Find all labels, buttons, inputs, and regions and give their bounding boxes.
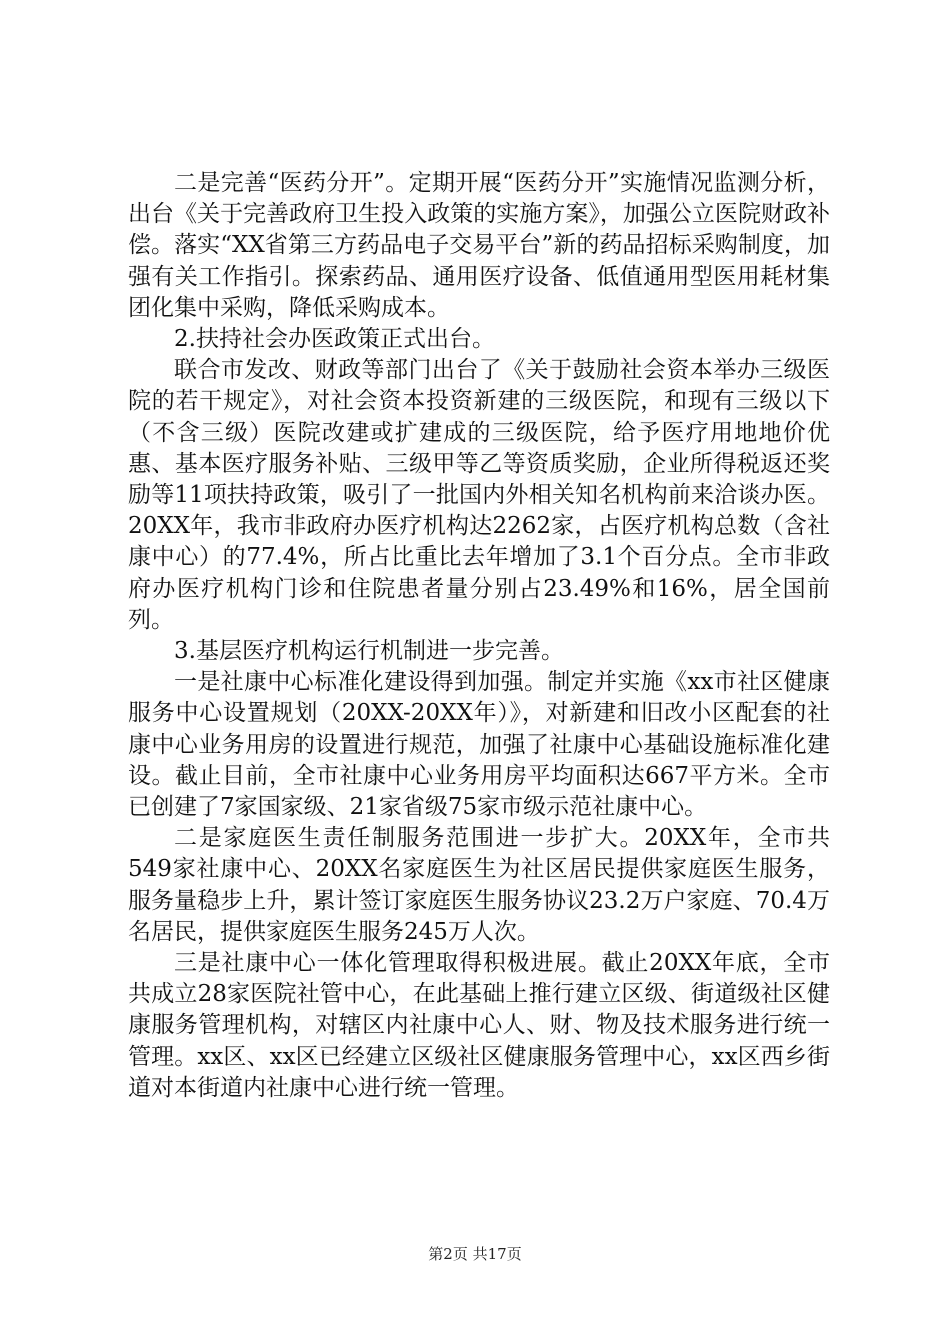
paragraph-medical-separation: 二是完善“医药分开”。定期开展“医药分开”实施情况监测分析，出台《关于完善政府卫生投入政策的实施方案》，加强公立医院财政补偿。落实“XX省第三方药品电子交易平台”新的药品招标采购制度，加强有关工作指引。探索药品、通用医疗设备、低值通用型医用耗材集团化集中采购，降低采购成本。: [128, 170, 830, 321]
paragraph-standardization: 一是社康中心标准化建设得到加强。制定并实施《xx市社区健康服务中心设置规划（20XX-20XX年）》，对新建和旧改小区配套的社康中心业务用房的设置进行规范，加强了社康中心基础设施标准化建设。截止目前，全市社康中心业务用房平均面积达667平方米。全市已创建了7家国家级、21家省级75家市级示范社康中心。: [128, 669, 830, 821]
paragraph-integrated-management: 三是社康中心一体化管理取得积极进展。截止20XX年底，全市共成立28家医院社管中心，在此基础上推行建立区级、街道级社区健康服务管理机构，对辖区内社康中心人、财、物及技术服务进行统一管理。xx区、xx区已经建立区级社区健康服务管理中心，xx区西乡街道对本街道内社康中心进行统一管理。: [128, 950, 830, 1101]
page-footer: [0, 1243, 950, 1264]
document-body: [128, 168, 830, 1104]
heading-primary-care-mechanism: 3.基层医疗机构运行机制进一步完善。: [174, 638, 564, 665]
paragraph-social-capital: 联合市发改、财政等部门出台了《关于鼓励社会资本举办三级医院的若干规定》，对社会资本投资新建的三级医院，和现有三级以下（不含三级）医院改建或扩建成的三级医院，给予医疗用地地价优惠、基本医疗服务补贴、三级甲等乙等资质奖励，企业所得税返还奖励等11项扶持政策，吸引了一批国内外相关知名机构前来洽谈办医。20XX年，我市非政府办医疗机构达2262家，占医疗机构总数（含社康中心）的77.4%，所占比重比去年增加了3.1个百分点。全市非政府办医疗机构门诊和住院患者量分别占23.49%和16%，居全国前列。: [128, 357, 830, 633]
paragraph-family-doctor: 二是家庭医生责任制服务范围进一步扩大。20XX年，全市共549家社康中心、20XX名家庭医生为社区居民提供家庭医生服务，服务量稳步上升，累计签订家庭医生服务协议23.2万户家庭、70.4万名居民，提供家庭医生服务245万人次。: [128, 825, 830, 945]
heading-social-medical-policy: 2.扶持社会办医政策正式出台。: [174, 326, 495, 353]
page-number: 第2页 共17页: [428, 1245, 522, 1263]
